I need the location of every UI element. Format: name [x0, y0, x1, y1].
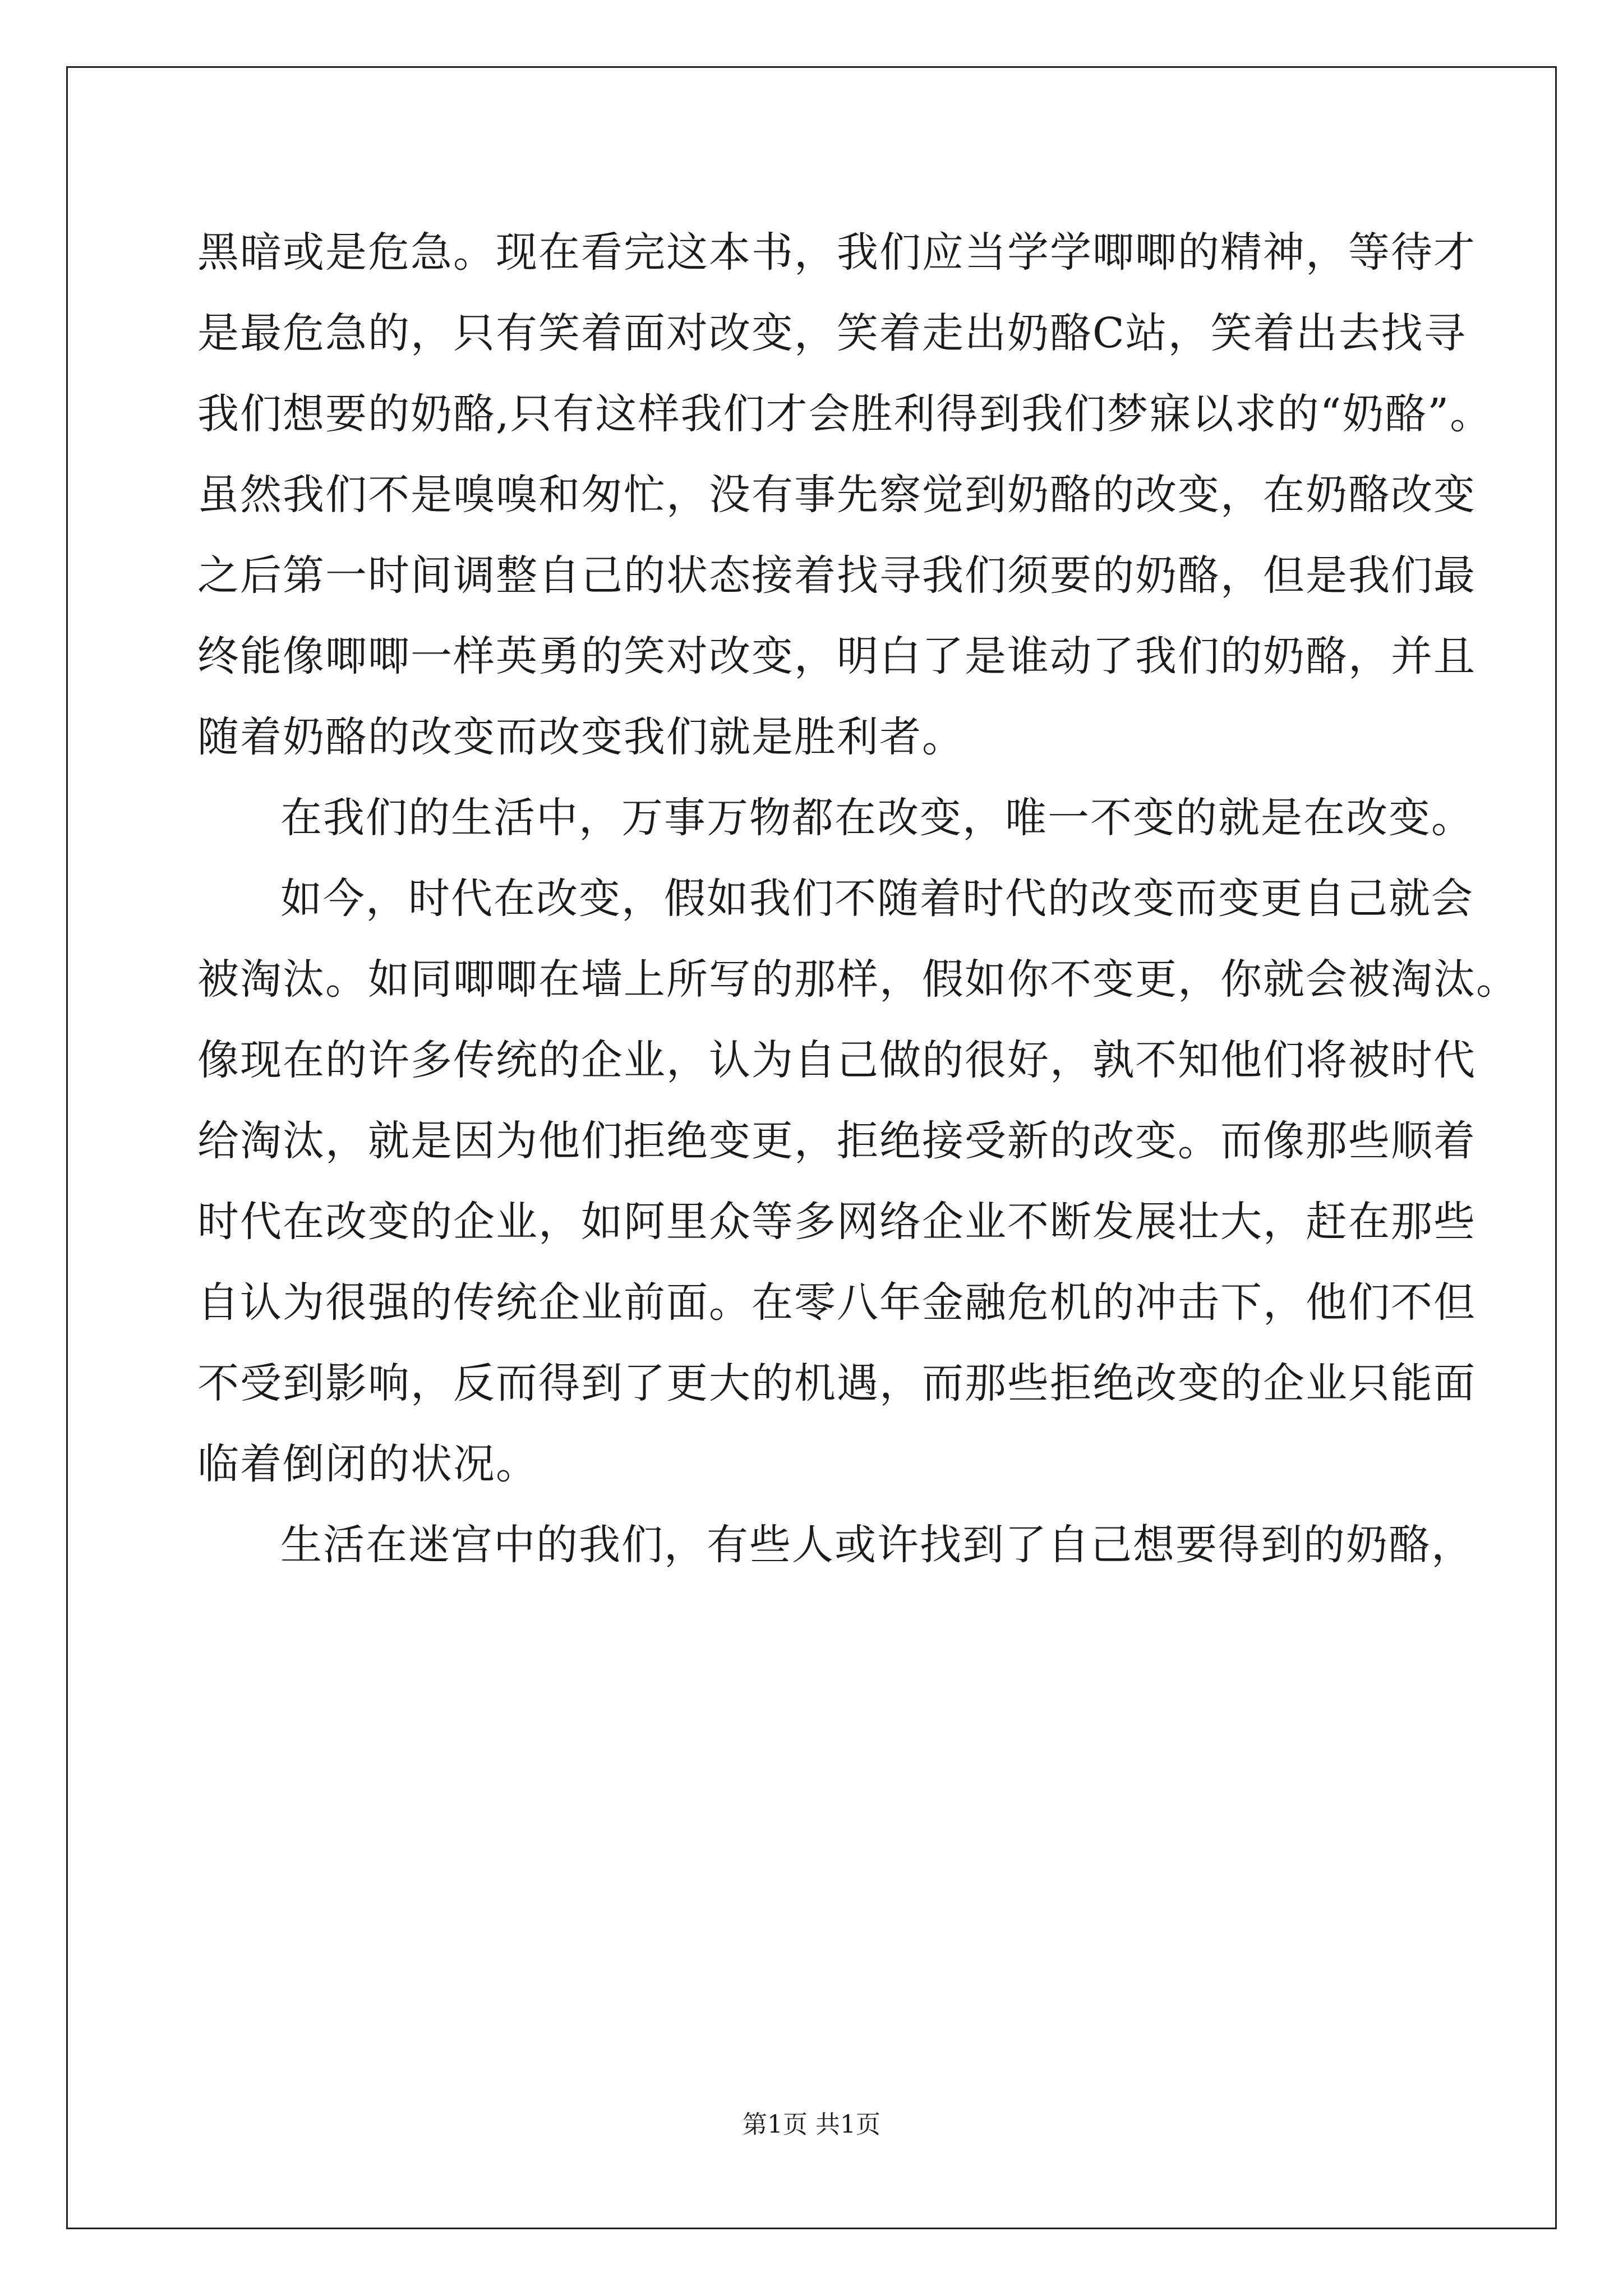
text-line-1: 黑暗或是危急。现在看完这本书，我们应当学学唧唧的精神，等待才 — [197, 228, 1476, 277]
text-line-2: 是最危急的，只有笑着面对改变，笑着走出奶酪C站，笑着出去找寻 — [197, 309, 1467, 357]
text-line-12: 给淘汰，就是因为他们拒绝变更，拒绝接受新的改变。而像那些顺着 — [197, 1117, 1476, 1165]
text-line-17: 生活在迷宫中的我们，有些人或许找到了自己想要得到的奶酪， — [280, 1521, 1474, 1569]
text-line-13: 时代在改变的企业，如阿里众等多网络企业不断发展壮大，赶在那些 — [197, 1198, 1476, 1246]
text-line-3: 我们想要的奶酪,只有这样我们才会胜利得到我们梦寐以求的“奶酪”。 — [197, 390, 1493, 438]
text-line-5: 之后第一时间调整自己的状态接着找寻我们须要的奶酪，但是我们最 — [197, 551, 1476, 600]
text-line-14: 自认为很强的传统企业前面。在零八年金融危机的冲击下，他们不但 — [197, 1278, 1476, 1327]
text-line-15: 不受到影响，反而得到了更大的机遇，而那些拒绝改变的企业只能面 — [197, 1359, 1476, 1407]
text-line-4: 虽然我们不是嗅嗅和匆忙，没有事先察觉到奶酪的改变，在奶酪改变 — [197, 471, 1476, 519]
text-line-6: 终能像唧唧一样英勇的笑对改变，明白了是谁动了我们的奶酪，并且 — [197, 632, 1476, 680]
text-line-11: 像现在的许多传统的企业，认为自己做的很好，孰不知他们将被时代 — [197, 1036, 1476, 1084]
document-body — [197, 212, 1519, 1585]
text-line-16: 临着倒闭的状况。 — [197, 1440, 538, 1488]
text-line-9: 如今，时代在改变，假如我们不随着时代的改变而变更自己就会 — [280, 875, 1474, 923]
text-line-7: 随着奶酪的改变而改变我们就是胜利者。 — [197, 713, 965, 761]
text-line-8: 在我们的生活中，万事万物都在改变，唯一不变的就是在改变。 — [280, 794, 1474, 842]
text-line-10: 被淘汰。如同唧唧在墙上所写的那样，假如你不变更，你就会被淘汰。 — [197, 955, 1519, 1004]
page-footer: 第1页 共1页 — [743, 2110, 880, 2139]
